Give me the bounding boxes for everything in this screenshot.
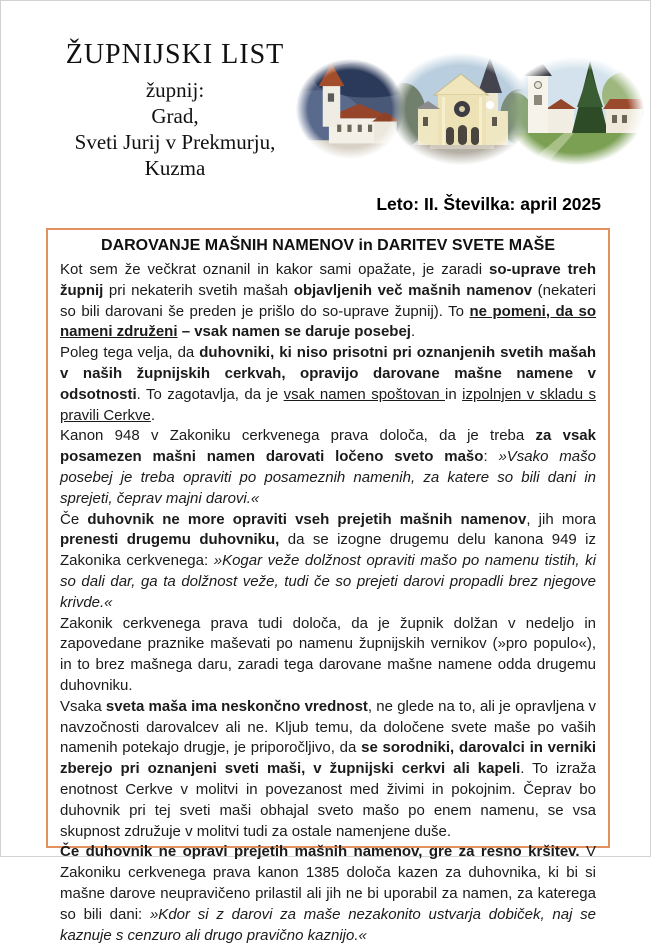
content-box [46, 228, 610, 944]
church-illustration-left [296, 59, 404, 159]
newsletter-title: ŽUPNIJSKI LIST [65, 39, 285, 70]
text-run: Če duhovnik ne opravi prejetih mašnih namenov, gre za resno kršitev. [60, 843, 580, 861]
text-run: . [410, 323, 416, 341]
text-run: vsak namen spoštovan [283, 385, 446, 403]
text-run: »Kogar veže dolžnost opraviti mašo po namenu tistih, ki so dali dar, ga ta dolžnost veže, tudi če so prejeti darovi propadli brez njegove krivde.« [60, 552, 597, 611]
text-run: prenesti drugemu duhovniku, [60, 531, 280, 549]
article-body [60, 260, 596, 946]
text-run: Zakonik cerkvenega prava tudi določa, da je župnik dolžan v nedeljo in zapovedane praznike maševati po namenu župnijskih vernikov (»pro populo«), in to brez mašnega daru, zaradi tega darovane mašne namene odda drugemu duhovniku. [60, 614, 596, 694]
text-run: Kot sem že večkrat oznanil in kakor sami opažate, je zaradi [60, 261, 490, 278]
text-run: (nekateri so bili darovani še preden je prišlo do so-uprave župnij). To [60, 281, 597, 320]
text-run: Kanon 948 v Zakoniku cerkvenega prava določa, da je treba [60, 427, 536, 445]
text-run: objavljenih več mašnih namenov [293, 281, 533, 299]
article-paragraph [60, 426, 596, 509]
masthead-subtitle-zupnij: župnij: [145, 78, 205, 102]
text-run: , ne glede na to, ali je opravljena v navzočnosti darovalcev ali ne. Kljub temu, da določene svete maše po vaših namenih potekajo drugje, je priporočljivo, da [60, 697, 597, 757]
text-run: »Kdor si z darovi za maše nezakonito ustvarja dobiček, naj se kaznuje s cenzuro ali drugo pravično kaznijo.« [60, 905, 597, 944]
text-run: pri nekaterih svetih mašah [103, 281, 294, 299]
text-run: za vsak posamezen mašni namen darovati ločeno sveto mašo [60, 427, 596, 466]
text-run: . [150, 406, 156, 424]
church-photo-right [506, 57, 644, 165]
text-run: duhovnik ne more opraviti vseh prejetih mašnih namenov [87, 510, 527, 528]
text-run: »Vsako mašo posebej je treba opraviti po posameznih namenih, za katere so bili dani in sprejeti, čeprav majni darovi.« [60, 448, 596, 507]
text-run: so-uprave treh župnij [60, 261, 596, 299]
text-run: . To izraža enotnost Cerkve v molitvi in povezanost med živimi in pokojnim. Čeprav bo duhovnik pri tej sveti maši obhajal sveto mašo po enem namenu, se vsa skupnost združuje v molitvi tudi za ostale namenjene duše. [60, 760, 597, 840]
article-paragraph [60, 260, 596, 343]
masthead-parish-grad: Grad, [151, 104, 199, 128]
church-photo-left [296, 59, 404, 159]
masthead-parish-kuzma: Kuzma [144, 156, 206, 180]
text-run: ne pomeni, da so nameni združeni [60, 302, 596, 341]
article-paragraph [60, 614, 596, 697]
issue-line: Leto: II. Številka: april 2025 [376, 194, 601, 214]
text-run: duhovniki, ki niso prisotni pri oznanjenih svetih mašah v naših župnijskih cerkvah, opravijo darovane mašne namene v odsotnosti [60, 344, 596, 403]
text-run: da se izogne drugemu delu kanona 949 iz Zakonika cerkvenega: [60, 531, 596, 570]
text-run: . To zagotavlja, da je [136, 385, 284, 403]
text-run: se sorodniki, darovalci in verniki zberejo pri oznanjeni sveti maši, v župnijski cerkvi ali kapeli [60, 739, 597, 778]
text-run: – vsak namen se daruje posebej [177, 323, 411, 341]
church-illustration-right [506, 57, 644, 165]
church-photos [294, 53, 646, 171]
text-run: : [483, 448, 499, 466]
article-paragraph [60, 842, 596, 946]
text-run: Vsaka [60, 697, 106, 715]
text-run: , jih mora [526, 510, 597, 528]
article-paragraph [60, 510, 596, 614]
masthead-parish-sveti-jurij: Sveti Jurij v Prekmurju, [74, 130, 276, 154]
text-run: Poleg tega velja, da [60, 344, 200, 362]
masthead [29, 39, 321, 181]
text-run: Če [60, 510, 88, 528]
text-run: V Zakoniku cerkvenega prava kanon 1385 določa kazen za duhovnika, ki bi si mašne darove neupravičeno prilastil ali jih ne bi uporabil za namen, za katerega so bili dani: [60, 843, 596, 923]
article-heading: DAROVANJE MAŠNIH NAMENOV in DARITEV SVETE MAŠE [101, 237, 555, 254]
article-paragraph [60, 697, 596, 843]
text-run: izpolnjen v skladu s pravili Cerkve [60, 385, 596, 424]
text-run: in [445, 385, 463, 403]
article-paragraph [60, 343, 596, 426]
text-run: sveta maša ima neskončno vrednost [105, 697, 368, 715]
